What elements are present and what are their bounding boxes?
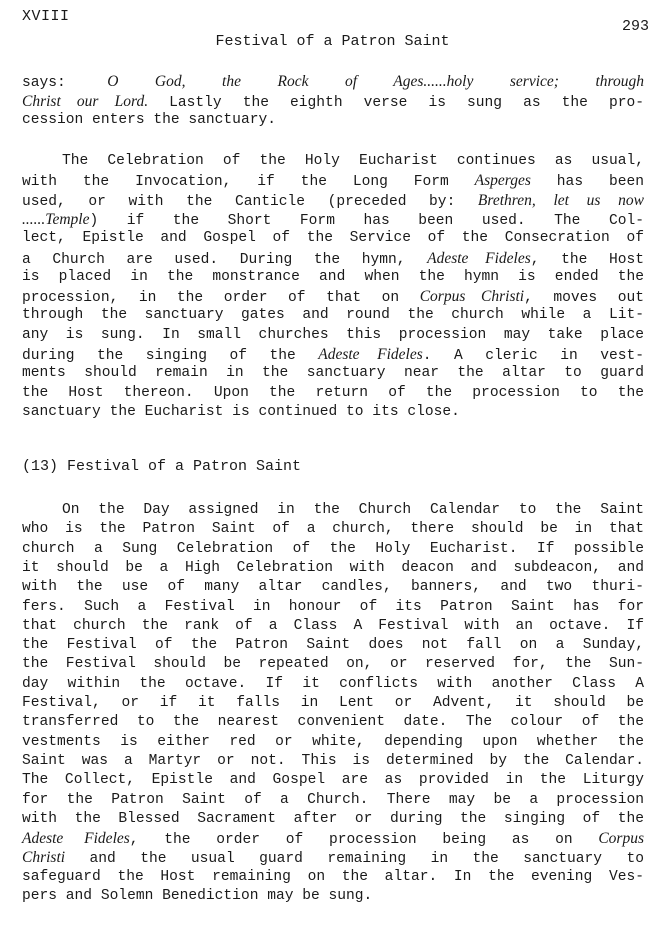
section-heading: (13) Festival of a Patron Saint [22, 458, 302, 475]
text-run: ) if the Short Form has been used. The Col- [89, 212, 644, 229]
text-line [22, 771, 644, 790]
text-line [22, 210, 644, 229]
text-line [22, 403, 644, 422]
text-line [22, 268, 644, 287]
text-run: through the sanctuary gates and round the church while a Lit- [22, 307, 644, 324]
text-run: vestments is either red or white, depending upon whether the [22, 733, 644, 750]
text-line [22, 810, 644, 829]
text-line [22, 364, 644, 383]
text-line [22, 171, 644, 190]
text-run: with the Invocation, if the Long Form [22, 174, 475, 191]
text-line [22, 306, 644, 325]
italic-text: Adeste Fideles [427, 249, 531, 267]
italic-text: O God, the Rock of Ages......holy service; through [107, 73, 644, 90]
text-line [22, 829, 644, 848]
text-run: with the Blessed Sacrament after or during the singing of the [22, 810, 644, 827]
text-run: church a Sung Celebration of the Holy Eucharist. If possible [22, 540, 644, 557]
text-line [22, 384, 644, 403]
text-line [22, 675, 644, 694]
text-line [22, 249, 644, 268]
text-run: during the singing of the [22, 348, 319, 364]
text-run: with the use of many altar candles, banners, and two thuri- [22, 579, 644, 596]
text-line [22, 229, 644, 248]
text-run: cession enters the sanctuary. [22, 112, 276, 128]
text-line [22, 752, 644, 771]
text-line [22, 287, 644, 306]
text-line [22, 111, 644, 130]
text-run: used, or with the Canticle (preceded by: [22, 193, 478, 210]
text-run: , the Host [530, 251, 645, 268]
text-run: it should be a High Celebration with deacon and subdeacon, and [22, 559, 644, 576]
text-line [22, 578, 644, 597]
text-line [22, 887, 644, 906]
text-line [22, 636, 644, 655]
text-run: says: [22, 75, 108, 91]
text-run: a Church are used. During the hymn, [22, 251, 428, 268]
page-number: 293 [621, 18, 649, 35]
text-run: any is sung. In small churches this procession may take place [22, 326, 644, 343]
text-run: procession, in the order of that on [22, 290, 420, 307]
text-run: day within the octave. If it conflicts with another Class A [22, 675, 644, 692]
text-run: , moves out [524, 290, 644, 307]
text-run: is placed in the monstrance and when the hymn is ended the [22, 268, 644, 285]
text-run: pers and Solemn Benediction may be sung. [22, 888, 373, 904]
text-line [22, 655, 644, 674]
text-run: and the usual guard remaining in the sanctuary to [65, 851, 644, 868]
text-run: for the Patron Saint of a Church. There may be a procession [22, 791, 644, 808]
chapter-number: XVIII [22, 8, 70, 25]
italic-text: Christi [22, 849, 66, 867]
text-line [22, 713, 644, 732]
text-run: the Festival of the Patron Saint does not fall on a Sunday, [22, 637, 644, 654]
text-line [22, 559, 644, 578]
text-line [22, 868, 644, 887]
text-line [62, 152, 644, 171]
text-line [22, 617, 644, 636]
text-run: the Host thereon. Upon the return of the procession to the [22, 384, 644, 401]
italic-text: Christ our Lord. [22, 92, 149, 110]
text-run: the Festival should be repeated on, or reserved for, the Sun- [22, 656, 644, 673]
italic-text: Brethren, let us now [477, 191, 644, 209]
italic-text: Adeste Fideles [22, 830, 130, 848]
text-run: Saint was a Martyr or not. This is determined by the Calendar. [22, 752, 644, 769]
text-run: lect, Epistle and Gospel of the Service of the Consecration of [22, 230, 644, 247]
text-run: , the order of procession being as on [129, 832, 599, 849]
text-run: . A cleric in vest- [422, 348, 644, 364]
text-line [22, 345, 644, 364]
italic-text: Asperges [474, 172, 531, 190]
text-line [22, 733, 644, 752]
text-run: who is the Patron Saint of a church, there should be in that [22, 521, 644, 538]
text-run: sanctuary the Eucharist is continued to its close. [22, 403, 460, 420]
text-line [22, 598, 644, 617]
text-run: The Collect, Epistle and Gospel are as provided in the Liturgy [22, 772, 644, 789]
text-line [22, 520, 644, 539]
text-run: Festival, or if it falls in Lent or Advent, it should be [22, 695, 644, 711]
text-run: has been [530, 174, 644, 191]
text-run: On the Day assigned in the Church Calendar to the Saint [62, 502, 644, 518]
text-line [22, 326, 644, 345]
text-line [22, 694, 644, 713]
text-line [22, 848, 644, 867]
italic-text: ......Temple [22, 210, 90, 228]
text-run: fers. Such a Festival in honour of its Patron Saint has for [22, 598, 644, 615]
text-line [22, 791, 644, 810]
text-run: The Celebration of the Holy Eucharist continues as usual, [62, 153, 644, 169]
italic-text: Corpus [598, 830, 644, 848]
text-run: ments should remain in the sanctuary near the altar to guard [22, 365, 644, 382]
text-line [22, 72, 644, 91]
text-line [22, 540, 644, 559]
italic-text: Corpus Christi [419, 288, 525, 306]
running-title: Festival of a Patron Saint [215, 33, 450, 50]
text-line [22, 191, 644, 210]
text-run: that church the rank of a Class A Festival with an octave. If [22, 617, 644, 634]
text-run: safeguard the Host remaining on the altar. In the evening Ves- [22, 868, 644, 885]
text-line [62, 501, 644, 520]
text-run: Lastly the eighth verse is sung as the pro- [148, 94, 644, 111]
text-run: transferred to the nearest convenient date. The colour of the [22, 714, 644, 731]
italic-text: Adeste Fideles [318, 346, 423, 363]
text-line [22, 92, 644, 111]
